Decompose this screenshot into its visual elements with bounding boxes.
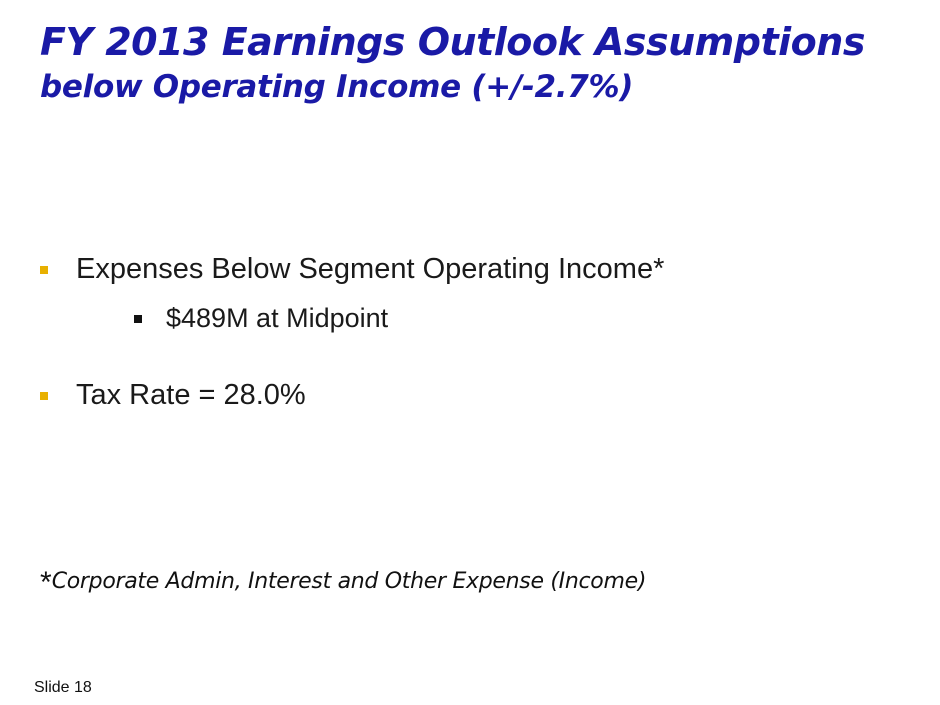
bullet-expenses — [40, 253, 664, 286]
slide-title — [40, 18, 920, 108]
title-line-1: FY 2013 Earnings Outlook Assumptions — [40, 20, 865, 64]
bullet-text: Tax Rate = 28.0% — [76, 379, 306, 411]
slide-number: Slide 18 — [34, 679, 92, 696]
footnote-text: Corporate Admin, Interest and Other Expense (Income) — [51, 569, 647, 594]
bullet-text: Expenses Below Segment Operating Income* — [76, 253, 665, 285]
square-bullet-icon — [134, 315, 142, 323]
bullet-tax-rate — [40, 379, 306, 412]
sub-bullet-midpoint — [134, 303, 388, 334]
bullet-text: $489M at Midpoint — [166, 303, 389, 333]
square-bullet-icon — [40, 392, 48, 400]
square-bullet-icon — [40, 266, 48, 274]
footnote-marker: * — [40, 566, 52, 599]
title-line-2: below Operating Income (+/-2.7%) — [40, 69, 634, 105]
footnote — [40, 566, 646, 600]
